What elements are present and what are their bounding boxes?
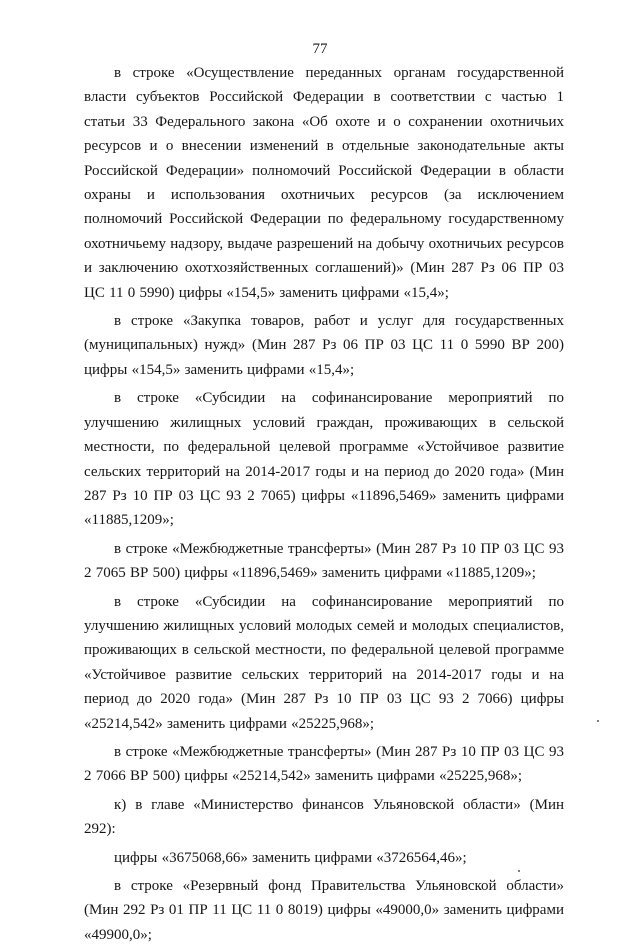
paragraph-7: к) в главе «Министерство финансов Ульяновской области» (Мин 292): xyxy=(84,796,564,838)
paragraph-8: цифры «3675068,66» заменить цифрами «3726564,46»; xyxy=(114,849,467,866)
paragraph-9: в строке «Резервный фонд Правительства Ульяновской области» (Мин 292 Рз 01 ПР 11 ЦС 11 0 8019) цифры «49000,0» заменить цифрами «49900,0»; xyxy=(84,878,564,943)
paragraph-2: в строке «Закупка товаров, работ и услуг для государственных (муниципальных) нужд» (Мин 287 Рз 06 ПР 03 ЦС 11 0 5990 ВР 200) цифры «154,5» заменить цифрами «15,4»; xyxy=(84,313,564,378)
page-number: 77 xyxy=(312,41,328,57)
paragraph-6: в строке «Межбюджетные трансферты» (Мин 287 Рз 10 ПР 03 ЦС 93 2 7066 ВР 500) цифры «25214,542» заменить цифрами «25225,968»; xyxy=(84,743,564,785)
paragraph-3: в строке «Субсидии на софинансирование мероприятий по улучшению жилищных условий граждан, проживающих в сельской местности, по федеральной целевой программе «Устойчивое развитие сельских территорий на 2014-2017 годы и на период до 2020 года» (Мин 287 Рз 10 ПР 03 ЦС 93 2 7065) цифры «11896,5469» заменить цифрами «11885,1209»; xyxy=(84,390,564,529)
paragraph-1: в строке «Осуществление переданных органам государственной власти субъектов Российской Федерации в соответствии с частью 1 статьи 33 Федерального закона «Об охоте и о сохранении охотничьих ресурсов и о внесении изменений в отдельные законодательные акты Российской Федерации» полномочий Российской Федерации в области охраны и использования охотничьих ресурсов (за исключением полномочий Российской Федерации по федеральному государственному охотничьему надзору, выдаче разрешений на добычу охотничьих ресурсов и заключению охотхозяйственных соглашений)» (Мин 287 Рз 06 ПР 03 ЦС 11 0 5990) цифры «154,5» заменить цифрами «15,4»; xyxy=(84,65,564,301)
document-body xyxy=(84,61,564,951)
paragraph-4: в строке «Межбюджетные трансферты» (Мин 287 Рз 10 ПР 03 ЦС 93 2 7065 ВР 500) цифры «11896,5469» заменить цифрами «11885,1209»; xyxy=(84,540,564,582)
scan-speck xyxy=(597,720,599,722)
scan-speck xyxy=(518,870,520,872)
paragraph-5: в строке «Субсидии на софинансирование мероприятий по улучшению жилищных условий молодых семей и молодых специалистов, проживающих в сельской местности, по федеральной целевой программе «Устойчивое развитие сельских территорий на 2014-2017 годы и на период до 2020 года» (Мин 287 Рз 10 ПР 03 ЦС 93 2 7066) цифры «25214,542» заменить цифрами «25225,968»; xyxy=(84,593,564,732)
